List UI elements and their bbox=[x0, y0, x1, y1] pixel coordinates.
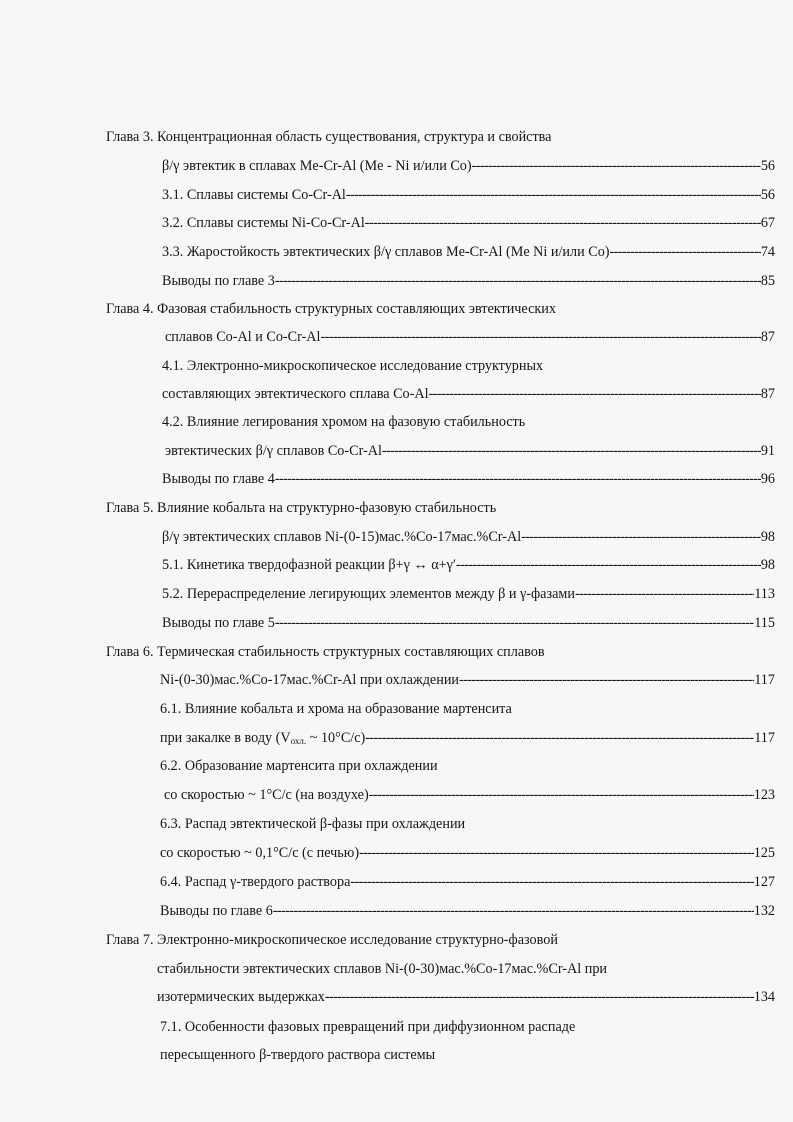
section-6-4-entry[interactable] bbox=[160, 873, 775, 891]
entry-text: β/γ эвтектических сплавов Ni-(0-15)мас.%Co-17мас.%Cr-Al bbox=[162, 529, 522, 545]
conclusions-3-entry[interactable] bbox=[162, 272, 775, 290]
section-4-1-entry[interactable] bbox=[162, 385, 775, 403]
page-number: 74 bbox=[760, 244, 775, 260]
page-number: 117 bbox=[754, 730, 775, 746]
leader-dots bbox=[575, 585, 754, 603]
entry-text: 5.1. Кинетика твердофазной реакции β+γ ↔ α+γ′ bbox=[162, 557, 456, 573]
page-number: 87 bbox=[760, 386, 775, 402]
page-number: 125 bbox=[753, 845, 775, 861]
entry-text: 6.4. Распад γ-твердого раствора bbox=[160, 874, 351, 890]
chapter-7-subtitle: стабильности эвтектических сплавов Ni-(0-30)мас.%Co-17мас.%Cr-Al при bbox=[157, 961, 608, 977]
entry-text: со скоростью ~ 1°C/c (на воздухе) bbox=[164, 787, 369, 803]
chapter-7-entry[interactable] bbox=[157, 988, 775, 1006]
leader-dots bbox=[382, 442, 761, 460]
entry-text: Выводы по главе 4 bbox=[162, 471, 275, 487]
entry-text: 3.3. Жаростойкость эвтектических β/γ сплавов Me-Cr-Al (Me Ni и/или Co) bbox=[162, 244, 610, 260]
page-number: 115 bbox=[754, 615, 775, 631]
entry-text: β/γ эвтектик в сплавах Me-Cr-Al (Me - Ni и/или Co) bbox=[162, 158, 472, 174]
page-number: 117 bbox=[754, 672, 775, 688]
page-number: 67 bbox=[760, 215, 775, 231]
chapter-3-entry[interactable] bbox=[162, 157, 775, 175]
entry-text: изотермических выдержках bbox=[157, 989, 325, 1005]
entry-text: Ni-(0-30)мас.%Co-17мас.%Cr-Al при охлаждении bbox=[160, 672, 460, 688]
entry-text bbox=[160, 729, 365, 750]
leader-dots bbox=[325, 988, 754, 1006]
chapter-3-title: Глава 3. Концентрационная область существования, структура и свойства bbox=[106, 129, 552, 145]
section-3-2-entry[interactable] bbox=[162, 214, 775, 232]
entry-text: Выводы по главе 5 bbox=[162, 615, 275, 631]
page-number: 132 bbox=[753, 903, 775, 919]
leader-dots bbox=[359, 844, 754, 862]
entry-text-part: при закалке в воду (V bbox=[160, 730, 291, 746]
section-4-2-title: 4.2. Влияние легирования хромом на фазовую стабильность bbox=[162, 414, 526, 430]
section-5-2-entry[interactable] bbox=[162, 585, 775, 603]
section-6-1-entry[interactable] bbox=[160, 729, 775, 750]
chapter-6-entry[interactable] bbox=[160, 671, 775, 689]
chapter-4-entry[interactable] bbox=[165, 328, 775, 346]
leader-dots bbox=[275, 470, 761, 488]
page-number: 56 bbox=[760, 187, 775, 203]
page-number: 123 bbox=[753, 787, 775, 803]
entry-text: 3.2. Сплавы системы Ni-Co-Cr-Al bbox=[162, 215, 365, 231]
entry-text-part: ~ 10°C/c) bbox=[306, 730, 366, 746]
page-number: 96 bbox=[760, 471, 775, 487]
chapter-6-title: Глава 6. Термическая стабильность структурных составляющих сплавов bbox=[106, 644, 545, 660]
section-4-1-title: 4.1. Электронно-микроскопическое исследование структурных bbox=[162, 358, 544, 374]
entry-text: эвтектических β/γ сплавов Co-Cr-Al bbox=[165, 443, 382, 459]
leader-dots bbox=[459, 671, 754, 689]
conclusions-6-entry[interactable] bbox=[160, 902, 775, 920]
section-5-1-entry[interactable] bbox=[162, 556, 775, 574]
leader-dots bbox=[275, 272, 761, 290]
leader-dots bbox=[320, 328, 760, 346]
section-6-1-title: 6.1. Влияние кобальта и хрома на образование мартенсита bbox=[160, 701, 512, 717]
page-number: 113 bbox=[754, 586, 775, 602]
conclusions-4-entry[interactable] bbox=[162, 470, 775, 488]
section-6-3-entry[interactable] bbox=[160, 844, 775, 862]
velocity-subscript: охл. bbox=[290, 736, 307, 746]
chapter-7-title: Глава 7. Электронно-микроскопическое исследование структурно-фазовой bbox=[106, 932, 558, 948]
leader-dots bbox=[521, 528, 761, 546]
leader-dots bbox=[369, 786, 754, 804]
section-6-2-title: 6.2. Образование мартенсита при охлаждении bbox=[160, 758, 438, 774]
page-number: 98 bbox=[760, 557, 775, 573]
entry-text: со скоростью ~ 0,1°C/c (с печью) bbox=[160, 845, 360, 861]
section-6-2-entry[interactable] bbox=[164, 786, 775, 804]
section-6-3-title: 6.3. Распад эвтектической β-фазы при охлаждении bbox=[160, 816, 466, 832]
leader-dots bbox=[275, 614, 754, 632]
leader-dots bbox=[456, 556, 761, 574]
section-3-3-entry[interactable] bbox=[162, 243, 775, 261]
page-number: 134 bbox=[753, 989, 775, 1005]
entry-text: Выводы по главе 3 bbox=[162, 273, 275, 289]
leader-dots bbox=[429, 385, 761, 403]
page-number: 85 bbox=[760, 273, 775, 289]
leader-dots bbox=[472, 157, 761, 175]
entry-text: составляющих эвтектического сплава Co-Al bbox=[162, 386, 429, 402]
leader-dots bbox=[346, 186, 761, 204]
page-number: 127 bbox=[753, 874, 775, 890]
entry-text: 5.2. Перераспределение легирующих элементов между β и γ-фазами bbox=[162, 586, 575, 602]
page-number: 98 bbox=[760, 529, 775, 545]
section-7-1-title: 7.1. Особенности фазовых превращений при диффузионном распаде bbox=[160, 1019, 576, 1035]
page-number: 91 bbox=[760, 443, 775, 459]
entry-text: сплавов Co-Al и Co-Cr-Al bbox=[165, 329, 321, 345]
page-number: 56 bbox=[760, 158, 775, 174]
leader-dots bbox=[350, 873, 753, 891]
page-number: 87 bbox=[760, 329, 775, 345]
chapter-4-title: Глава 4. Фазовая стабильность структурных составляющих эвтектических bbox=[106, 301, 556, 317]
chapter-5-title: Глава 5. Влияние кобальта на структурно-фазовую стабильность bbox=[106, 500, 497, 516]
section-3-1-entry[interactable] bbox=[162, 186, 775, 204]
leader-dots bbox=[365, 214, 761, 232]
leader-dots bbox=[610, 243, 761, 261]
leader-dots bbox=[273, 902, 754, 920]
section-4-2-entry[interactable] bbox=[165, 442, 775, 460]
entry-text: 3.1. Сплавы системы Co-Cr-Al bbox=[162, 187, 346, 203]
section-7-1-subtitle: пересыщенного β-твердого раствора системы bbox=[160, 1047, 436, 1063]
chapter-5-entry[interactable] bbox=[162, 528, 775, 546]
conclusions-5-entry[interactable] bbox=[162, 614, 775, 632]
entry-text: Выводы по главе 6 bbox=[160, 903, 273, 919]
leader-dots bbox=[365, 729, 754, 747]
